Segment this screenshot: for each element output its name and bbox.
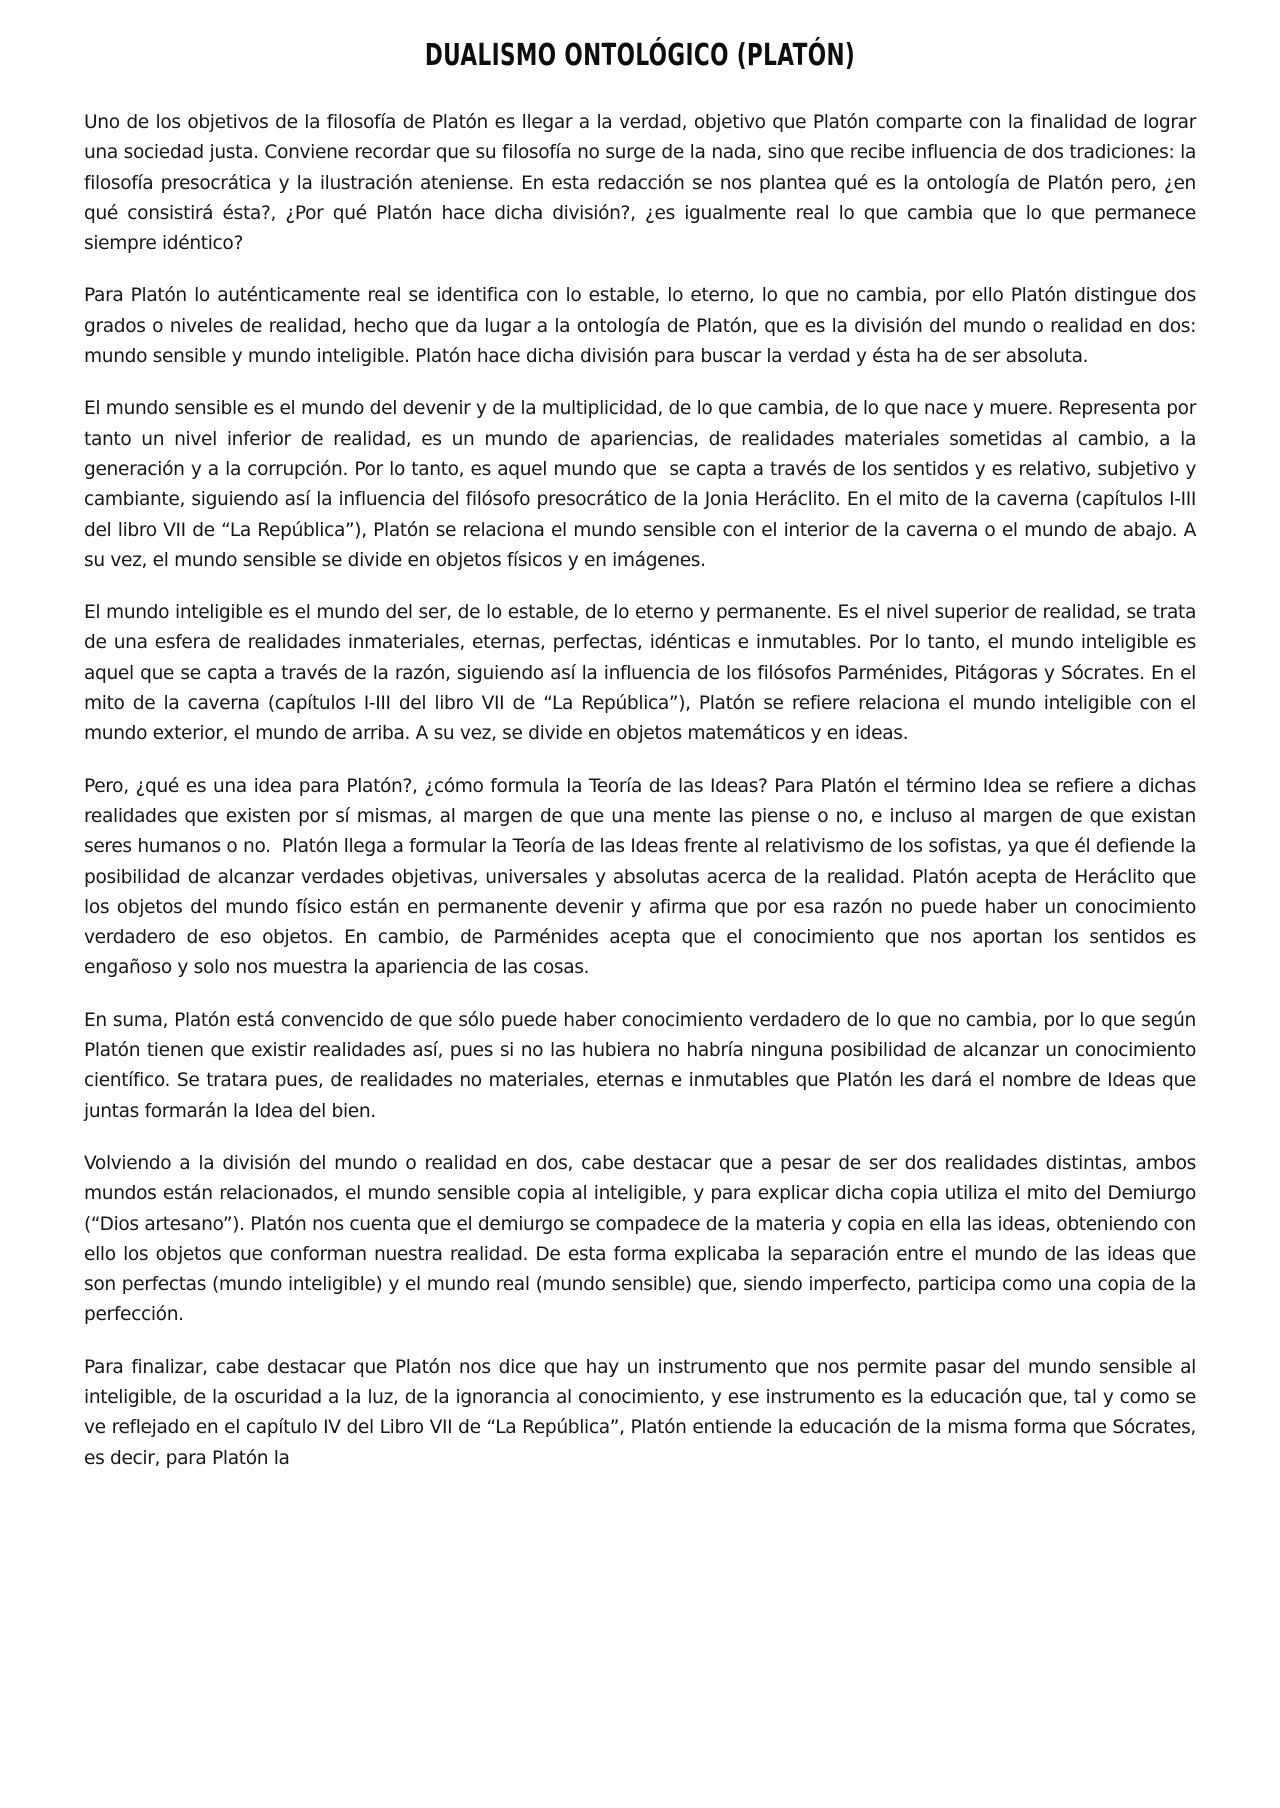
paragraph: El mundo sensible es el mundo del devenir y de la multiplicidad, de lo que cambia, de lo que nace y muere. Representa por tanto un nivel inferior de realidad, es un mundo de apariencias, de realidades materiales sometidas al cambio, a la generación y a la corrupción. Por lo tanto, es aquel mundo que se capta a través de los sentidos y es relativo, subjetivo y cambiante, siguiendo así la influencia del filósofo presocrático de la Jonia Heráclito. En el mito de la caverna (capítulos I-III del libro VII de “La República”), Platón se relaciona el mundo sensible con el interior de la caverna o el mundo de abajo. A su vez, el mundo sensible se divide en objetos físicos y en imágenes. [84, 398, 1202, 571]
paragraph: Pero, ¿qué es una idea para Platón?, ¿cómo formula la Teoría de las Ideas? Para Platón el término Idea se refiere a dichas realidades que existen por sí mismas, al margen de que una mente las piense o no, e incluso al margen de que existan seres humanos o no. Platón llega a formular la Teoría de las Ideas frente al relativismo de los sofistas, ya que él defiende la posibilidad de alcanzar verdades objetivas, universales y absolutas acerca de la realidad. Platón acepta de Heráclito que los objetos del mundo físico están en permanente devenir y afirma que por esa razón no puede haber un conocimiento verdadero de eso objetos. En cambio, de Parménides acepta que el conocimiento que nos aportan los sentidos es engañoso y solo nos muestra la apariencia de las cosas. [84, 775, 1202, 979]
paragraph: El mundo inteligible es el mundo del ser, de lo estable, de lo eterno y permanente. Es el nivel superior de realidad, se trata de una esfera de realidades inmateriales, eternas, perfectas, idénticas e inmutables. Por lo tanto, el mundo inteligible es aquel que se capta a través de la razón, siguiendo así la influencia de los filósofos Parménides, Pitágoras y Sócrates. En el mito de la caverna (capítulos I-III del libro VII de “La República”), Platón se refiere relaciona el mundo inteligible con el mundo exterior, el mundo de arriba. A su vez, se divide en objetos matemáticos y en ideas. [84, 602, 1202, 745]
document-body [84, 108, 1202, 1474]
paragraph: En suma, Platón está convencido de que sólo puede haber conocimiento verdadero de lo que no cambia, por lo que según Platón tienen que existir realidades así, pues si no las hubiera no habría ninguna posibilidad de alcanzar un conocimiento científico. Se tratara pues, de realidades no materiales, eternas e inmutables que Platón les dará el nombre de Ideas que juntas formarán la Idea del bien. [84, 1009, 1202, 1122]
paragraph: Para Platón lo auténticamente real se identifica con lo estable, lo eterno, lo que no cambia, por ello Platón distingue dos grados o niveles de realidad, hecho que da lugar a la ontología de Platón, que es la división del mundo o realidad en dos: mundo sensible y mundo inteligible. Platón hace dicha división para buscar la verdad y ésta ha de ser absoluta. [84, 285, 1202, 368]
paragraph: Para finalizar, cabe destacar que Platón nos dice que hay un instrumento que nos permite pasar del mundo sensible al inteligible, de la oscuridad a la luz, de la ignorancia al conocimiento, y ese instrumento es la educación que, tal y como se ve reflejado en el capítulo IV del Libro VII de “La República”, Platón entiende la educación de la misma forma que Sócrates, es decir, para Platón la [84, 1356, 1202, 1469]
page-title: DUALISMO ONTOLÓGICO (PLATÓN) [424, 38, 856, 73]
paragraph: Volviendo a la división del mundo o realidad en dos, cabe destacar que a pesar de ser dos realidades distintas, ambos mundos están relacionados, el mundo sensible copia al inteligible, y para explicar dicha copia utiliza el mito del Demiurgo (“Dios artesano”). Platón nos cuenta que el demiurgo se compadece de la materia y copia en ella las ideas, obteniendo con ello los objetos que conforman nuestra realidad. De esta forma explicaba la separación entre el mundo de las ideas que son perfectas (mundo inteligible) y el mundo real (mundo sensible) que, siendo imperfecto, participa como una copia de la perfección. [84, 1152, 1202, 1326]
paragraph: Uno de los objetivos de la filosofía de Platón es llegar a la verdad, objetivo que Platón comparte con la finalidad de lograr una sociedad justa. Conviene recordar que su filosofía no surge de la nada, sino que recibe influencia de dos tradiciones: la filosofía presocrática y la ilustración ateniense. En esta redacción se nos plantea qué es la ontología de Platón pero, ¿en qué consistirá ésta?, ¿Por qué Platón hace dicha división?, ¿es igualmente real lo que cambia que lo que permanece siempre idéntico? [84, 112, 1202, 255]
